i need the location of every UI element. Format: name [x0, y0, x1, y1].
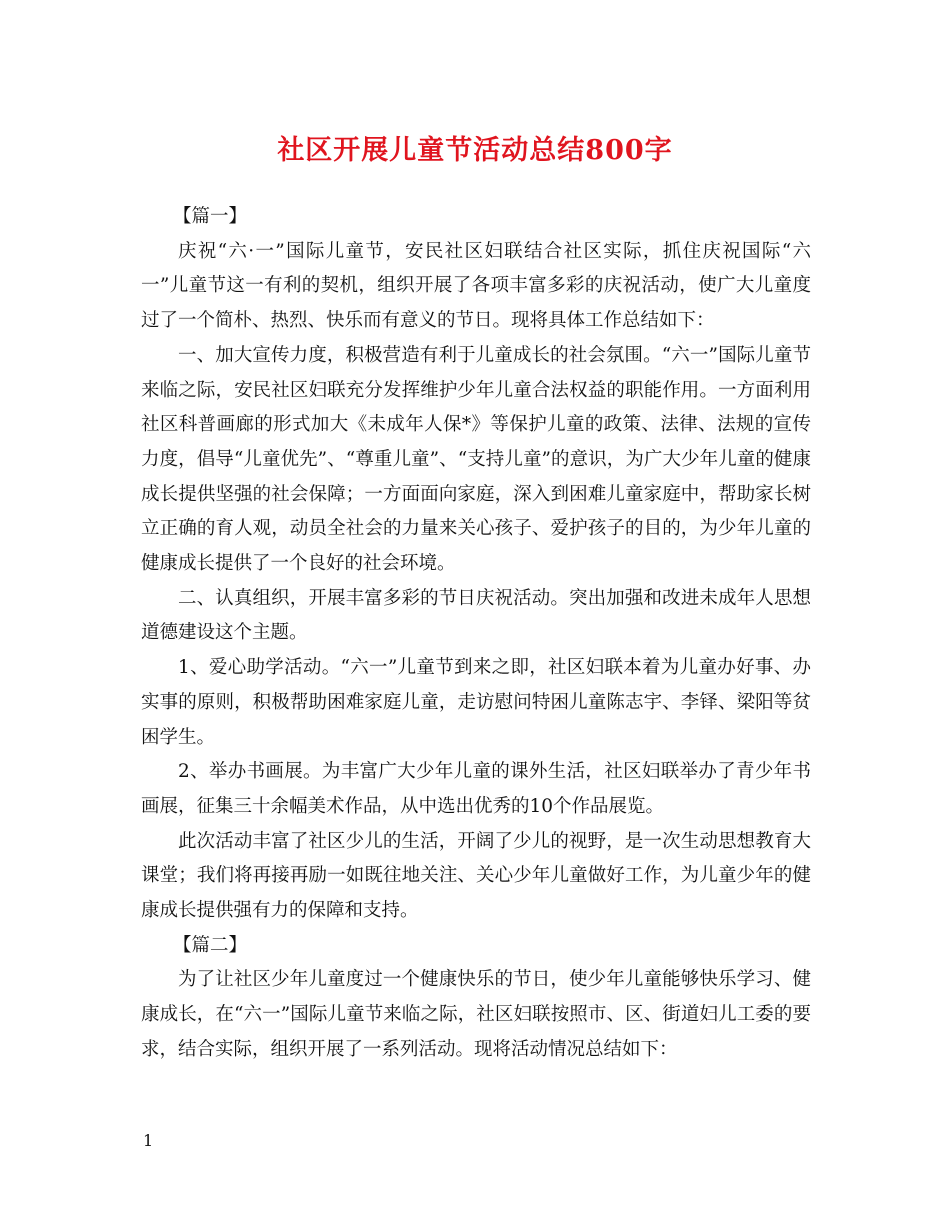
- page-number: 1: [143, 1131, 154, 1150]
- paragraph: 1、爱心助学活动。“六一”儿童节到来之即，社区妇联本着为儿童办好事、办实事的原则，积极帮助困难家庭儿童，走访慰问特困儿童陈志宇、李铎、梁阳等贫困学生。: [141, 657, 811, 748]
- paragraph: 此次活动丰富了社区少儿的生活，开阔了少儿的视野，是一次生动思想教育大课堂；我们将再接再励一如既往地关注、关心少年儿童做好工作，为儿童少年的健康成长提供强有力的保障和支持。: [141, 830, 811, 922]
- document-body: [141, 200, 811, 1068]
- section-heading-2: 【篇二】: [173, 934, 248, 956]
- paragraph: 庆祝“六·一”国际儿童节，安民社区妇联结合社区实际，抓住庆祝国际“六一”儿童节这一有利的契机，组织开展了各项丰富多彩的庆祝活动，使广大儿童度过了一个简朴、热烈、快乐而有意义的节日。现将具体工作总结如下：: [141, 240, 811, 332]
- paragraph: 二、认真组织，开展丰富多彩的节日庆祝活动。突出加强和改进未成年人思想道德建设这个主题。: [141, 587, 811, 644]
- document-title: 社区开展儿童节活动总结800字: [277, 135, 673, 166]
- paragraph: 为了让社区少年儿童度过一个健康快乐的节日，使少年儿童能够快乐学习、健康成长，在“六一”国际儿童节来临之际，社区妇联按照市、区、街道妇儿工委的要求，结合实际，组织开展了一系列活动。现将活动情况总结如下：: [141, 969, 811, 1060]
- paragraph: 2、举办书画展。为丰富广大少年儿童的课外生活，社区妇联举办了青少年书画展，征集三十余幅美术作品，从中选出优秀的10个作品展览。: [141, 761, 811, 817]
- paragraph: 一、加大宣传力度，积极营造有利于儿童成长的社会氛围。“六一”国际儿童节来临之际，安民社区妇联充分发挥维护少年儿童合法权益的职能作用。一方面利用社区科普画廊的形式加大《未成年人保*》等保护儿童的政策、法律、法规的宣传力度，倡导“儿童优先”、“尊重儿童”、“支持儿童”的意识，为广大少年儿童的健康成长提供坚强的社会保障；一方面面向家庭，深入到困难儿童家庭中，帮助家长树立正确的育人观，动员全社会的力量来关心孩子、爱护孩子的目的，为少年儿童的健康成长提供了一个良好的社会环境。: [141, 344, 811, 575]
- section-heading-1: 【篇一】: [173, 206, 248, 227]
